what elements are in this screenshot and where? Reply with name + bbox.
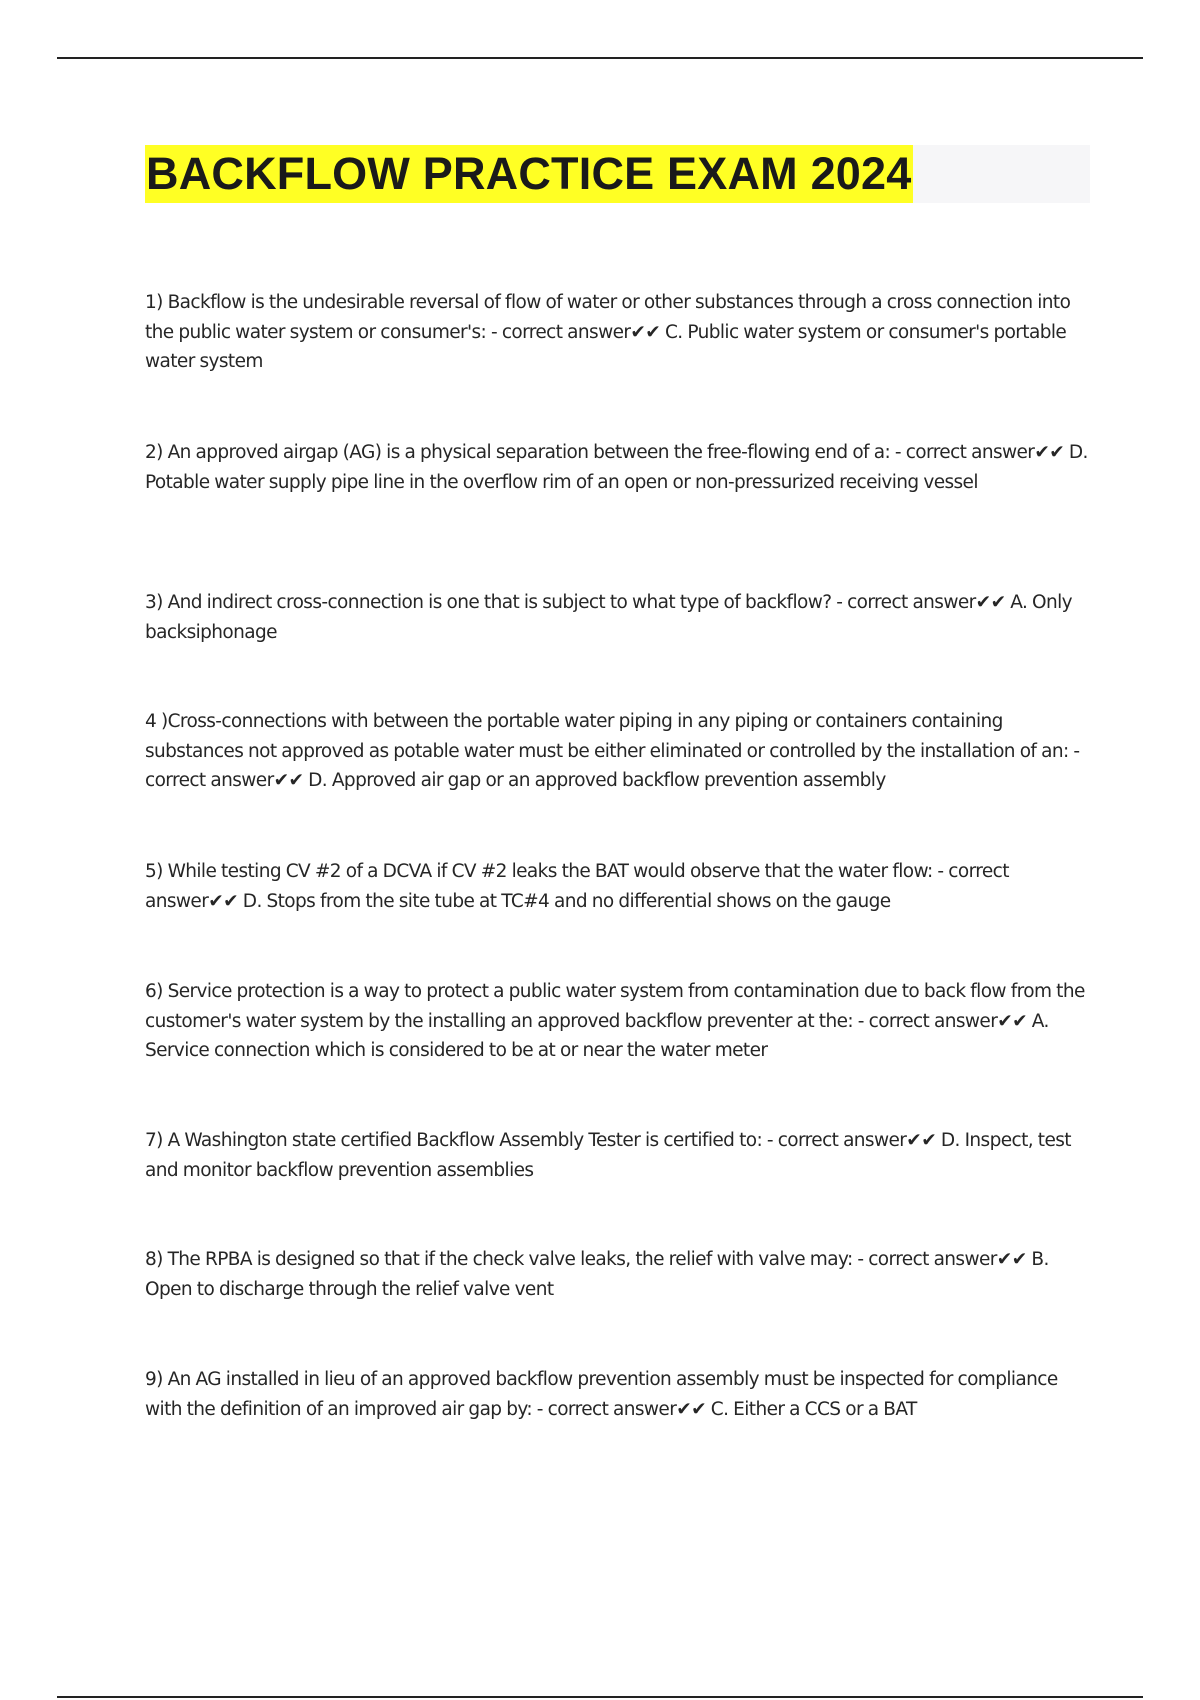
question-item-9: 9) An AG installed in lieu of an approved backflow prevention assembly must be inspected for compliance with the definition of an improved air gap by: - correct answer✔✔ C. Either a CCS or a BAT	[145, 1369, 1058, 1420]
document-title: BACKFLOW PRACTICE EXAM 2024	[145, 145, 913, 203]
question-item-6: 6) Service protection is a way to protect a public water system from contamination due to back flow from the customer's water system by the installing an approved backflow preventer at the: - correct answer✔✔ A. Service connection which is considered to be at or near the water meter	[145, 981, 1085, 1061]
question-item-4: 4 )Cross-connections with between the portable water piping in any piping or containers containing substances not approved as potable water must be either eliminated or controlled by the installation of an: - correct answer✔✔ D. Approved air gap or an approved backflow prevention assembly	[145, 711, 1080, 791]
top-divider	[57, 57, 1143, 59]
question-item-3: 3) And indirect cross-connection is one that is subject to what type of backflow? - correct answer✔✔ A. Only backsiphonage	[145, 592, 1073, 643]
question-item-5: 5) While testing CV #2 of a DCVA if CV #2 leaks the BAT would observe that the water flow: - correct answer✔✔ D. Stops from the site tube at TC#4 and no differential shows on the gauge	[145, 861, 1009, 912]
question-item-7: 7) A Washington state certified Backflow Assembly Tester is certified to: - correct answer✔✔ D. Inspect, test and monitor backflow prevention assemblies	[145, 1130, 1071, 1181]
question-item-2: 2) An approved airgap (AG) is a physical separation between the free-flowing end of a: - correct answer✔✔ D. Potable water supply pipe line in the overflow rim of an open or non-pressurized receiving vessel	[145, 442, 1088, 493]
bottom-divider	[57, 1696, 1143, 1698]
question-item-1: 1) Backflow is the undesirable reversal of flow of water or other substances through a cross connection into the public water system or consumer's: - correct answer✔✔ C. Public water system or consumer's portable water system	[145, 292, 1071, 372]
question-item-8: 8) The RPBA is designed so that if the check valve leaks, the relief with valve may: - correct answer✔✔ B. Open to discharge through the relief valve vent	[145, 1249, 1049, 1300]
title-block	[145, 145, 1090, 203]
